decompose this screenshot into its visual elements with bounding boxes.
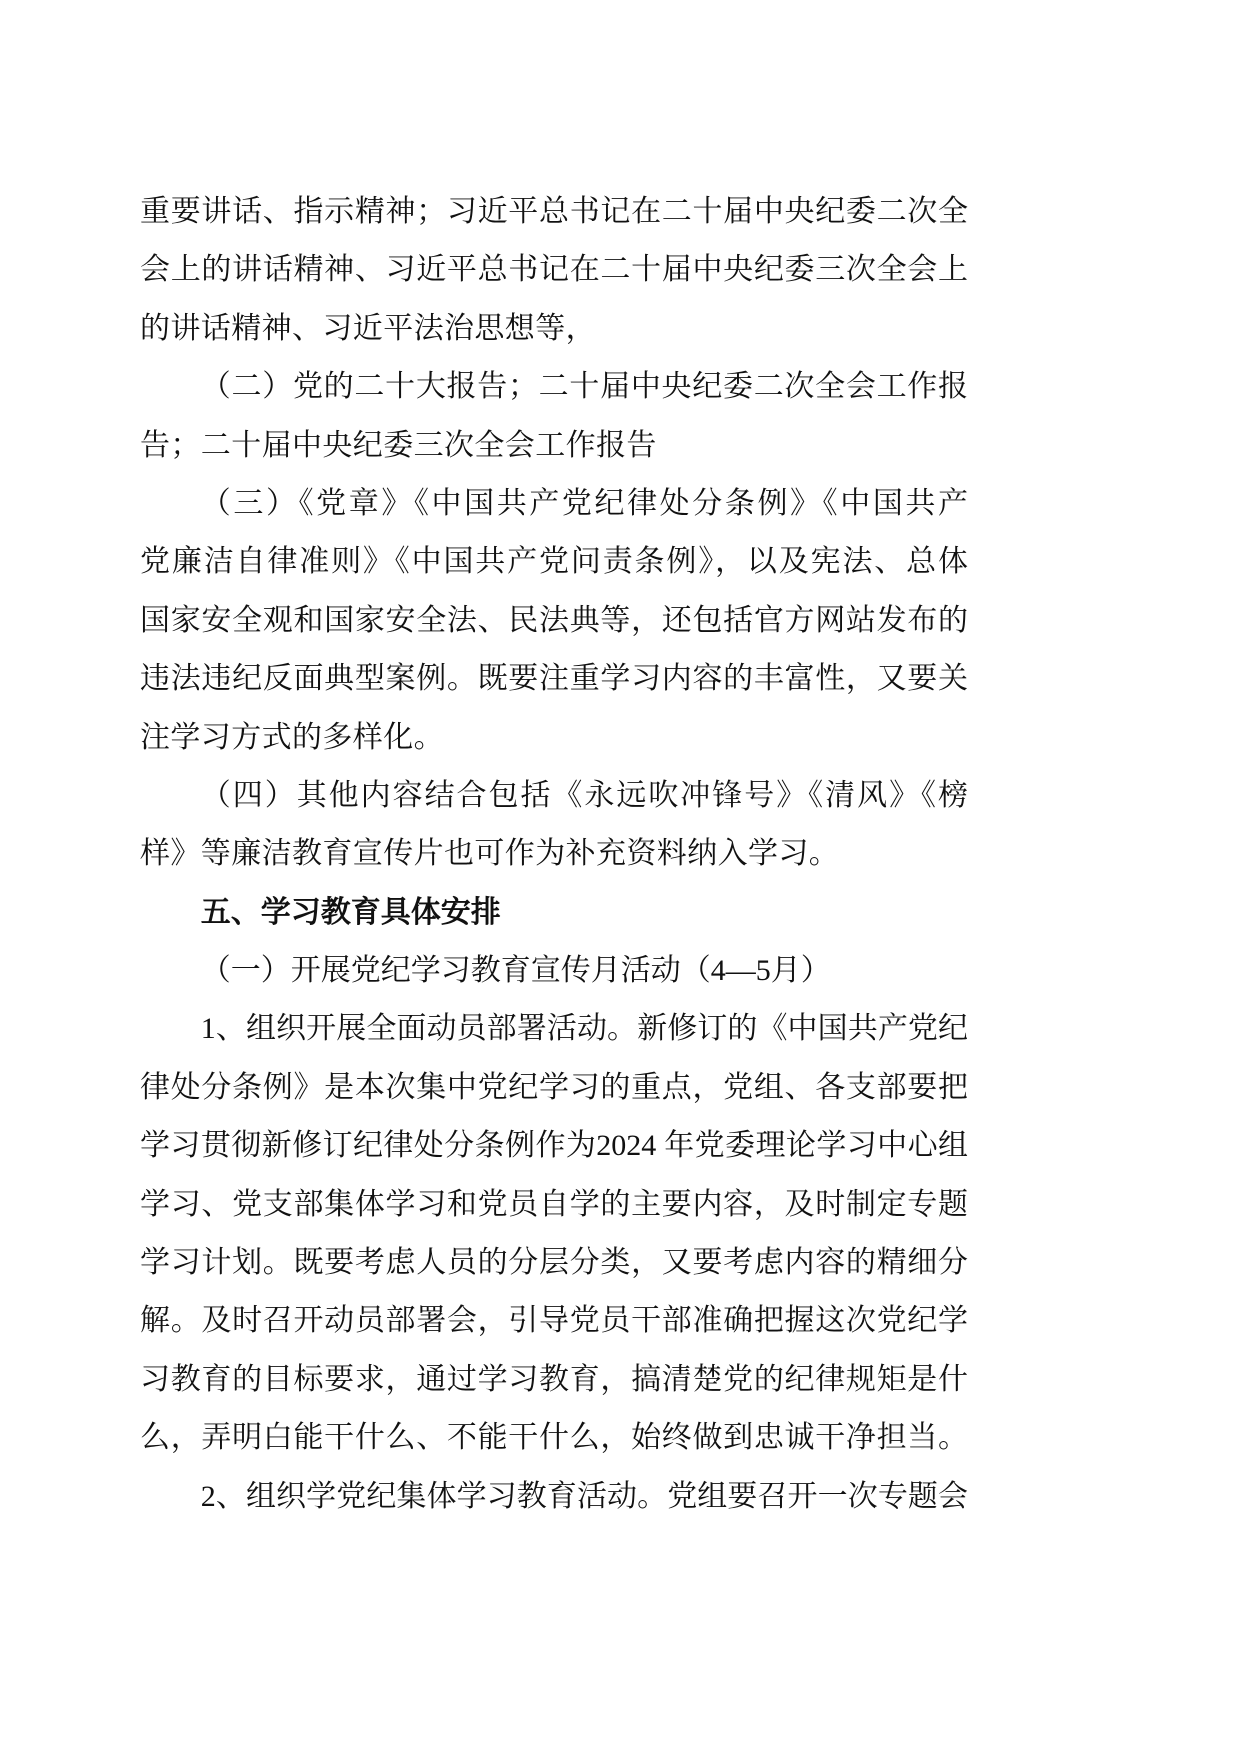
paragraph-line: 1、组织开展全面动员部署活动。新修订的《中国共产党纪 bbox=[200, 1012, 968, 1046]
paragraph-line: 习教育的目标要求，通过学习教育，搞清楚党的纪律规矩是什 bbox=[140, 1362, 968, 1396]
paragraph-line: （三）《党章》《中国共产党纪律处分条例》《中国共产 bbox=[200, 486, 968, 520]
paragraph-point-1 bbox=[140, 1000, 968, 1467]
paragraph-line: 么，弄明白能干什么、不能干什么，始终做到忠诚干净担当。 bbox=[140, 1421, 968, 1455]
paragraph-line: 2、组织学党纪集体学习教育活动。党组要召开一次专题会 bbox=[200, 1479, 968, 1513]
paragraph-item-4 bbox=[140, 767, 968, 884]
subsection-heading: （一）开展党纪学习教育宣传月活动（4—5月） bbox=[200, 954, 831, 988]
section-heading: 五、学习教育具体安排 bbox=[200, 894, 501, 930]
paragraph-line: 注学习方式的多样化。 bbox=[140, 720, 444, 754]
paragraph-point-2 bbox=[140, 1468, 968, 1526]
paragraph-line: （二）党的二十大报告；二十届中央纪委二次全会工作报 bbox=[200, 370, 968, 404]
paragraph-line: 的讲话精神、习近平法治思想等， bbox=[140, 311, 596, 345]
paragraph-line: 告；二十届中央纪委三次全会工作报告 bbox=[140, 428, 657, 462]
paragraph-line: 国家安全观和国家安全法、民法典等，还包括官方网站发布的 bbox=[140, 603, 968, 637]
document-body bbox=[140, 183, 968, 1526]
paragraph-line: 学习计划。既要考虑人员的分层分类，又要考虑内容的精细分 bbox=[140, 1246, 968, 1280]
paragraph-study-content-continued bbox=[140, 183, 968, 358]
paragraph-line: 学习贯彻新修订纪律处分条例作为2024 年党委理论学习中心组 bbox=[140, 1129, 968, 1163]
paragraph-line: 党廉洁自律准则》《中国共产党问责条例》，以及宪法、总体 bbox=[140, 545, 968, 579]
paragraph-line: 样》等廉洁教育宣传片也可作为补充资料纳入学习。 bbox=[140, 837, 840, 871]
paragraph-line: （四）其他内容结合包括《永远吹冲锋号》《清风》《榜 bbox=[200, 778, 968, 812]
paragraph-line: 违法违纪反面典型案例。既要注重学习内容的丰富性，又要关 bbox=[140, 662, 968, 696]
paragraph-item-3 bbox=[140, 475, 968, 767]
paragraph-line: 解。及时召开动员部署会，引导党员干部准确把握这次党纪学 bbox=[140, 1304, 968, 1338]
paragraph-line: 会上的讲话精神、习近平总书记在二十届中央纪委三次全会上 bbox=[140, 253, 968, 287]
paragraph-line: 重要讲话、指示精神；习近平总书记在二十届中央纪委二次全 bbox=[140, 195, 968, 228]
paragraph-line: 学习、党支部集体学习和党员自学的主要内容，及时制定专题 bbox=[140, 1187, 968, 1221]
paragraph-line: 律处分条例》是本次集中党纪学习的重点，党组、各支部要把 bbox=[140, 1070, 968, 1104]
paragraph-item-2 bbox=[140, 358, 968, 475]
